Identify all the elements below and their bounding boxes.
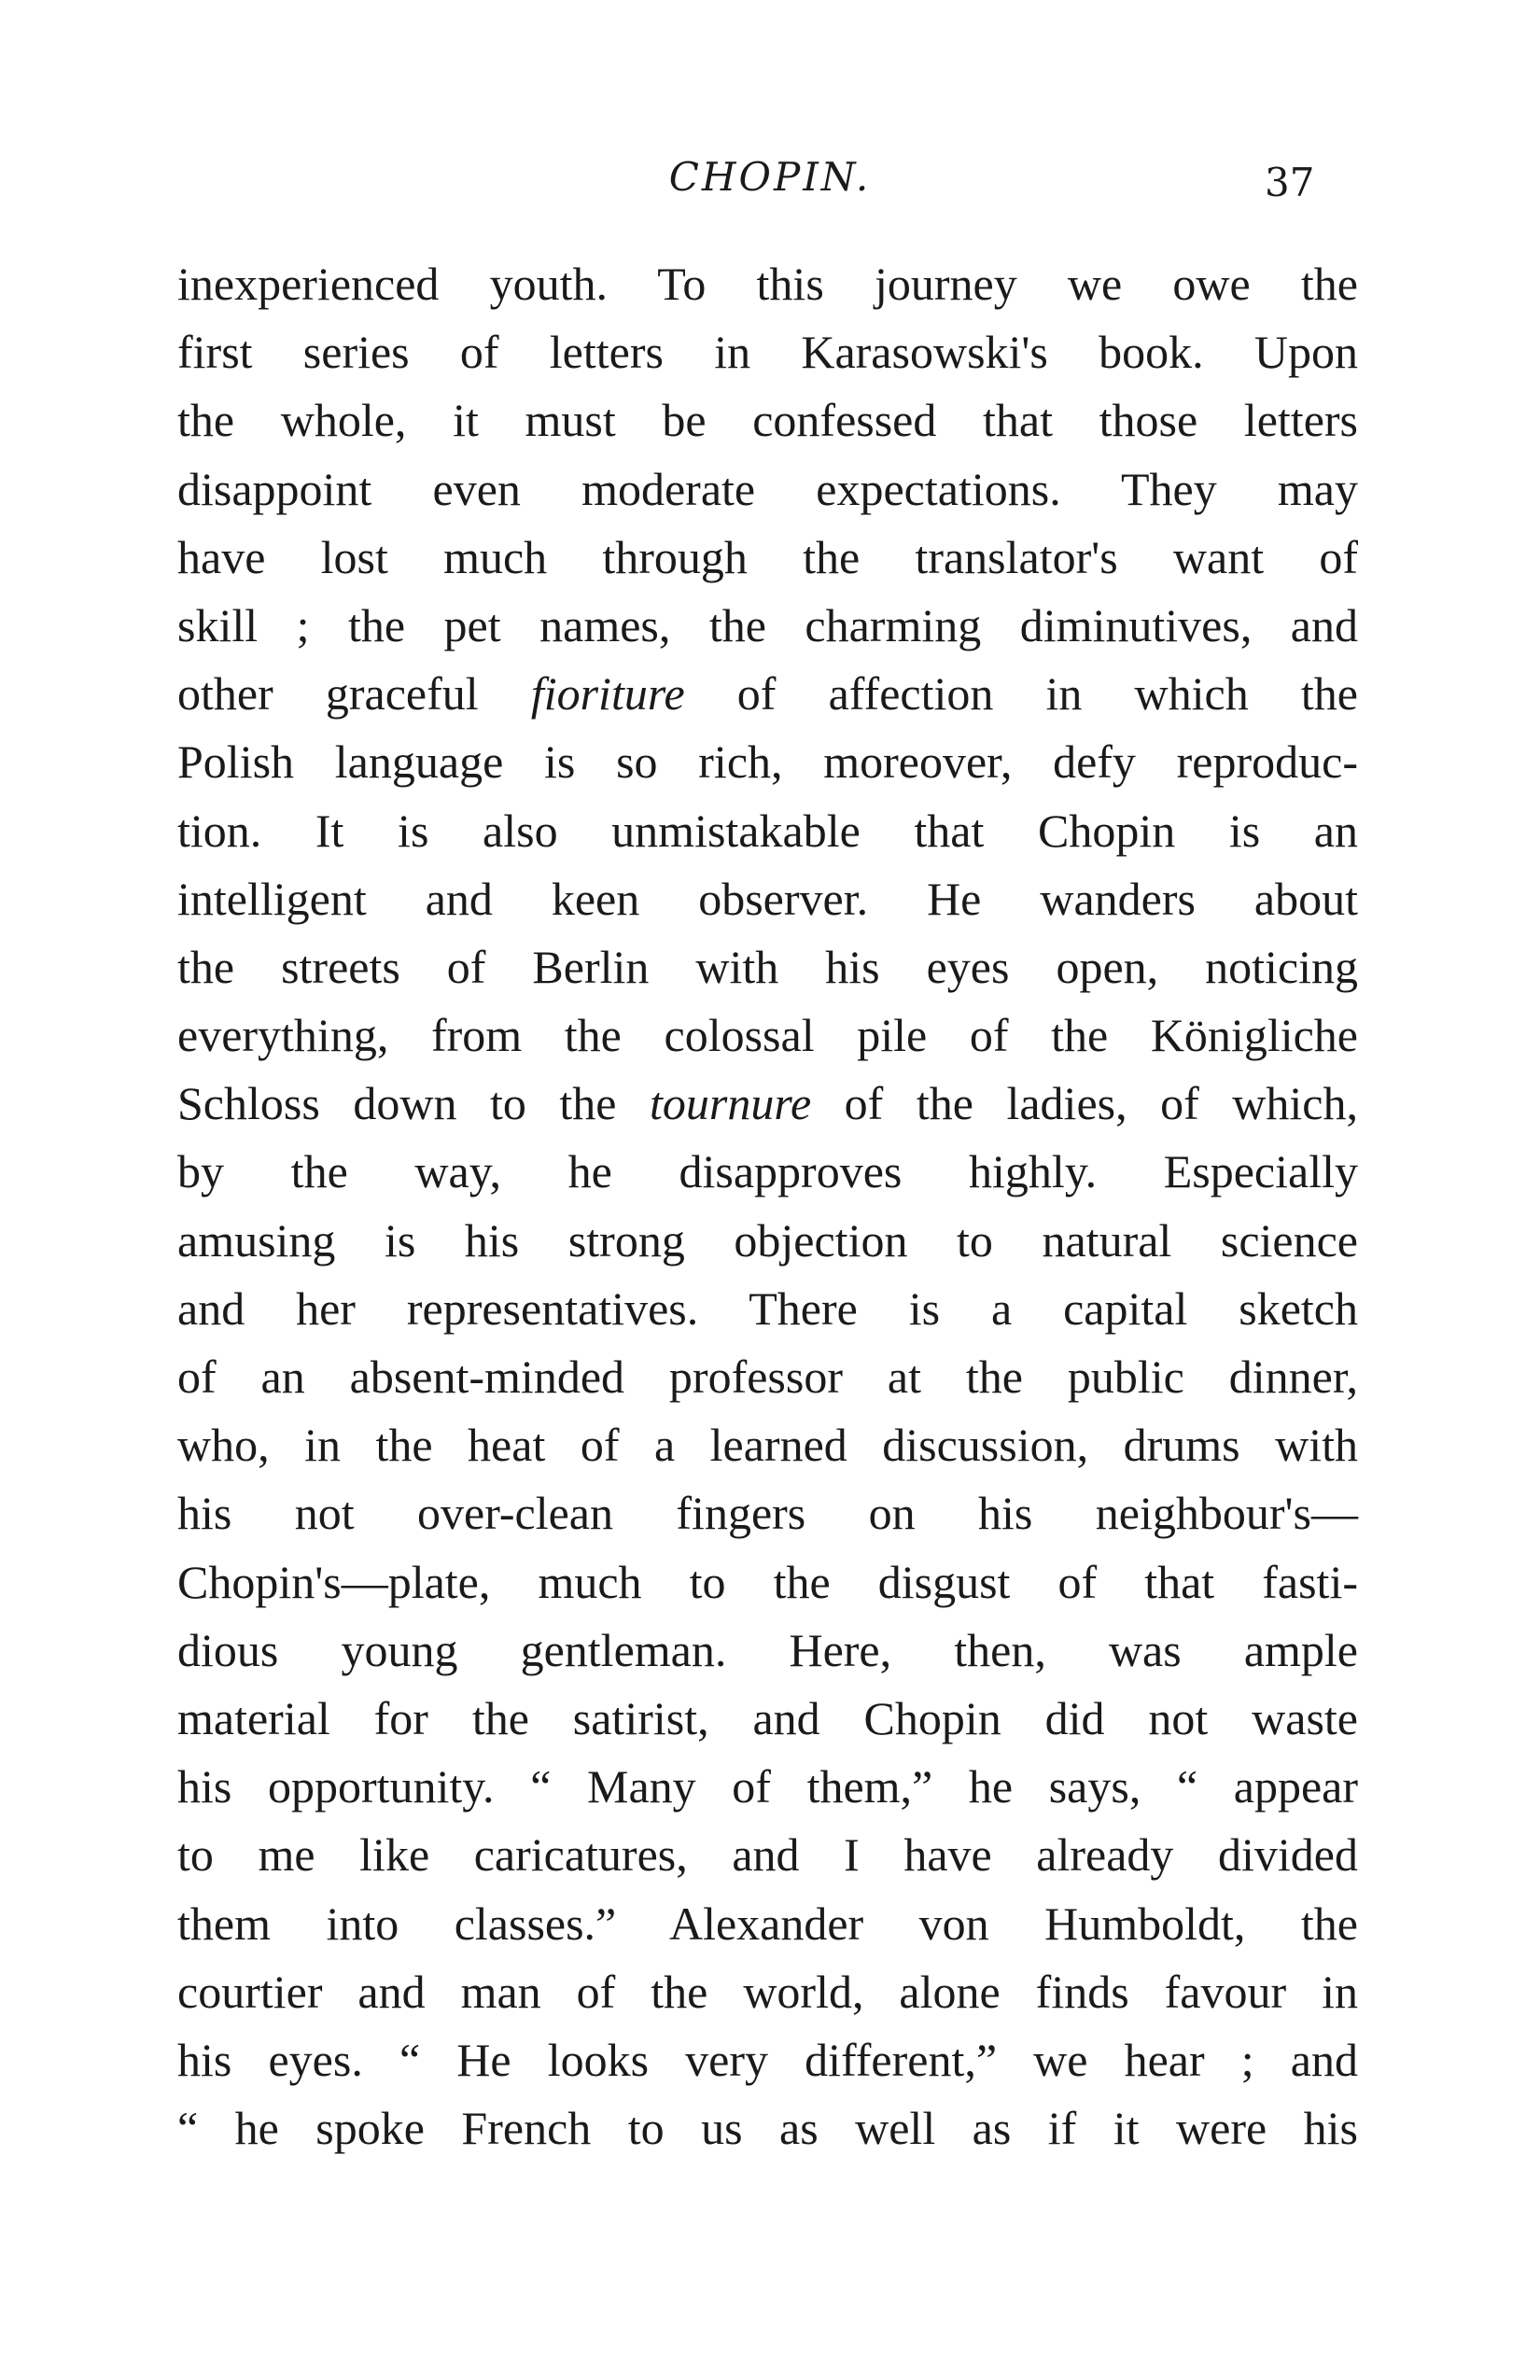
body-text xyxy=(177,250,1358,2163)
text-line: his opportunity. “ Many of them,” he says, “ appear xyxy=(177,1760,1358,1813)
page-number: 37 xyxy=(1265,160,1315,205)
text-line: Chopin's—plate, much to the disgust of that fasti- xyxy=(177,1555,1358,1608)
text-line: “ he spoke French to us as well as if it were his xyxy=(177,2102,1358,2155)
text-line: Polish language is so rich, moreover, defy reproduc- xyxy=(177,735,1358,789)
text-line: other graceful fioriture of affection in which the xyxy=(177,667,1358,721)
italic-term: tournure xyxy=(650,1077,812,1130)
text-line: skill ; the pet names, the charming diminutives, and xyxy=(177,598,1358,651)
text-line: everything, from the colossal pile of the Königliche xyxy=(177,1009,1358,1062)
running-head xyxy=(0,149,1540,205)
text-line: have lost much through the translator's want of xyxy=(177,530,1358,583)
text-line: who, in the heat of a learned discussion, drums with xyxy=(177,1419,1358,1472)
text-line: disappoint even moderate expectations. They may xyxy=(177,462,1358,515)
text-line: intelligent and keen observer. He wanders about xyxy=(177,872,1358,925)
text-line: the streets of Berlin with his eyes open, noticing xyxy=(177,940,1358,993)
text-line: amusing is his strong objection to natural science xyxy=(177,1213,1358,1267)
text-line: his eyes. “ He looks very different,” we hear ; and xyxy=(177,2033,1358,2086)
text-line: dious young gentleman. Here, then, was ample xyxy=(177,1623,1358,1676)
text-line: them into classes.” Alexander von Humboldt, the xyxy=(177,1897,1358,1950)
text-line: by the way, he disapproves highly. Especially xyxy=(177,1145,1358,1198)
text-line: his not over-clean fingers on his neighbour's— xyxy=(177,1487,1358,1540)
text-line: Schloss down to the tournure of the ladies, of which, xyxy=(177,1077,1358,1130)
text-line: courtier and man of the world, alone finds favour in xyxy=(177,1965,1358,2018)
text-line: first series of letters in Karasowski's book. Upon xyxy=(177,326,1358,379)
text-line: inexperienced youth. To this journey we owe the xyxy=(177,258,1358,310)
italic-term: fioriture xyxy=(530,667,685,721)
text-line: material for the satirist, and Chopin did not waste xyxy=(177,1691,1358,1744)
text-line: to me like caricatures, and I have already divided xyxy=(177,1828,1358,1882)
running-title: CHOPIN. xyxy=(668,154,872,200)
text-line: and her representatives. There is a capital sketch xyxy=(177,1281,1358,1335)
text-line: of an absent-minded professor at the public dinner, xyxy=(177,1351,1358,1403)
text-line: the whole, it must be confessed that those letters xyxy=(177,394,1358,447)
text-line: tion. It is also unmistakable that Chopin is an xyxy=(177,804,1358,857)
